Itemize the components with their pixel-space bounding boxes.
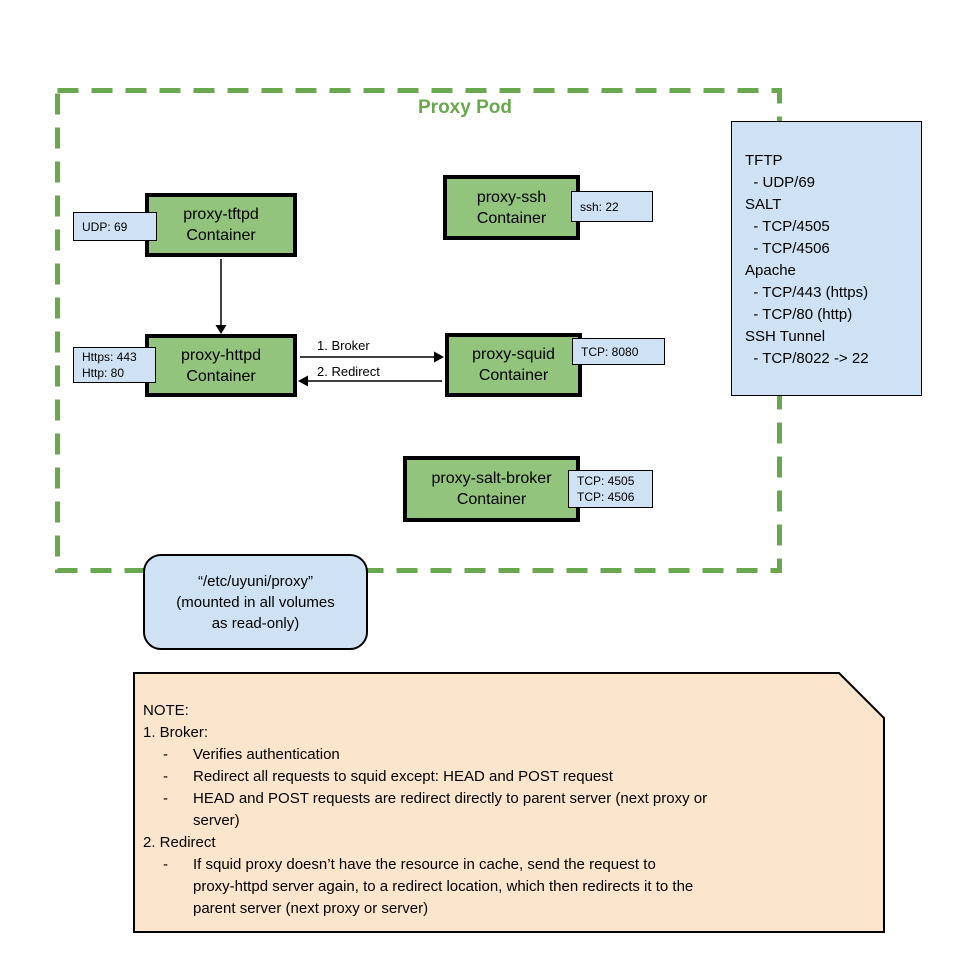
note-line: parent server (next proxy or server) [193,900,429,917]
panel-line: - TCP/443 (https) [745,284,869,301]
panel-line: - TCP/4506 [745,240,830,257]
port-label-tcp-8080 [572,338,665,365]
port-label-tcp-4505-4506 [568,470,653,508]
container-type: Container [186,227,256,244]
container-proxy-httpd [145,334,297,397]
container-type: Container [476,209,547,227]
note-line: proxy-httpd server again, to a redirect location, which then redirects it to the [193,878,694,895]
container-proxy-salt-broker [403,456,580,522]
note-text-block [133,700,873,920]
port-text: ssh: 22 [580,199,619,214]
panel-line: - TCP/4505 [745,218,830,235]
pod-title: Proxy Pod [418,97,512,118]
port-text: Https: 443 [82,350,137,364]
container-name: proxy-salt-broker [431,470,552,487]
port-label-udp-69 [73,212,157,241]
arrowhead-tftpd-to-httpd [216,325,227,334]
port-text: TCP: 8080 [581,344,639,359]
panel-line: SSH Tunnel [745,328,826,345]
note-line: - HEAD and POST requests are redirect directly to parent server (next proxy or [163,790,708,807]
arrow-label-broker: 1. Broker [317,338,370,353]
port-text: Http: 80 [82,366,125,380]
arrowhead-redirect [298,376,308,387]
panel-line: Apache [745,262,796,279]
container-name: proxy-httpd [180,346,262,364]
port-text: UDP: 69 [82,219,128,234]
container-type: Container [478,367,549,384]
container-type: Container [186,367,256,385]
port-label-ssh-22 [571,191,653,222]
volume-mount-box [143,554,368,650]
panel-line: - TCP/8022 -> 22 [745,350,869,367]
panel-line: SALT [745,196,782,213]
arrow-label-redirect: 2. Redirect [317,364,380,379]
arrowhead-broker [434,352,444,363]
note-line: 2. Redirect [143,834,216,851]
note-line: - Verifies authentication [163,746,340,763]
note-line: server) [193,812,240,829]
panel-line: - UDP/69 [745,174,816,191]
note-line: NOTE: [143,702,189,719]
container-type: Container [456,491,527,508]
port-text: TCP: 4506 [577,490,635,504]
container-proxy-tftpd [145,193,297,257]
volume-path: “/etc/uyuni/proxy” [197,572,314,590]
container-name: proxy-tftpd [183,206,259,223]
note-line: - If squid proxy doesn’t have the resource in cache, send the request to [163,856,656,873]
container-proxy-squid [445,333,582,397]
note-line: 1. Broker: [143,724,209,741]
container-name: proxy-ssh [476,188,547,206]
container-proxy-ssh [443,175,580,240]
panel-line: - TCP/80 (http) [745,306,853,323]
container-name: proxy-squid [472,346,555,363]
port-label-https-http [73,347,156,383]
port-text: TCP: 4505 [577,474,635,488]
volume-note: as read-only) [211,614,300,632]
note-line: - Redirect all requests to squid except: HEAD and POST request [163,768,613,785]
exposed-ports-panel [731,121,922,396]
panel-line: TFTP [745,152,783,169]
volume-note: (mounted in all volumes [176,593,335,611]
